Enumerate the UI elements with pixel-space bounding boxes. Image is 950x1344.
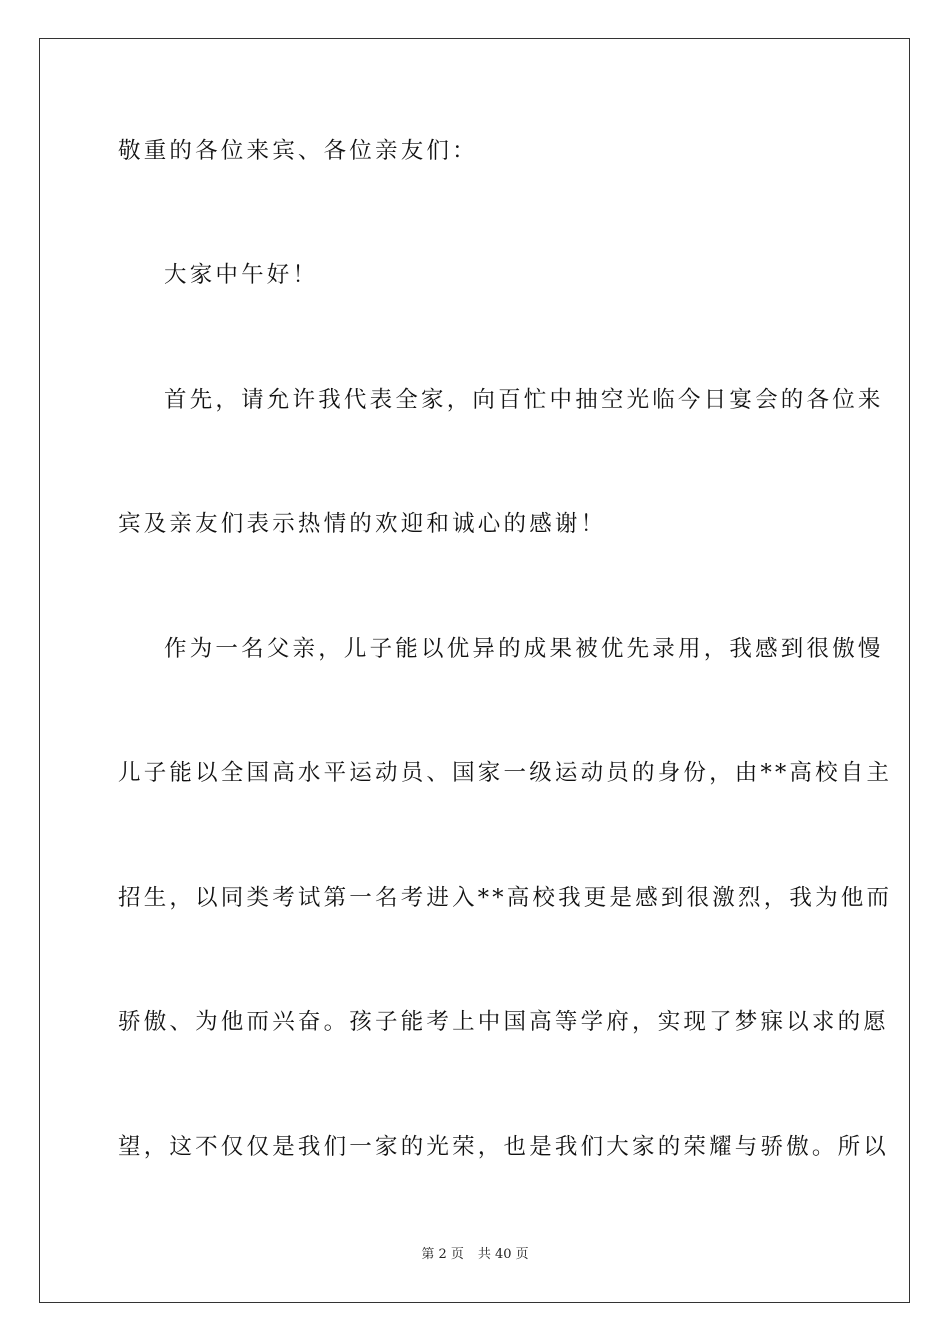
greeting-line: 大家中午好！ bbox=[164, 262, 319, 288]
paragraph-line: 招生，以同类考试第一名考进入**高校我更是感到很激烈，我为他而 bbox=[118, 885, 893, 911]
paragraph-line: 首先，请允许我代表全家，向百忙中抽空光临今日宴会的各位来 bbox=[164, 387, 884, 413]
paragraph-line: 宾及亲友们表示热情的欢迎和诚心的感谢！ bbox=[118, 511, 607, 537]
page-total: 共 40 页 bbox=[477, 1247, 529, 1262]
paragraph-line: 儿子能以全国高水平运动员、国家一级运动员的身份，由**高校自主 bbox=[118, 760, 893, 786]
page-footer bbox=[0, 1247, 950, 1263]
paragraph-line: 作为一名父亲，儿子能以优异的成果被优先录用，我感到很傲慢 bbox=[164, 636, 884, 662]
page-number: 第 2 页 bbox=[421, 1247, 464, 1262]
paragraph-line: 望，这不仅仅是我们一家的光荣，也是我们大家的荣耀与骄傲。所以 bbox=[118, 1134, 890, 1160]
salutation-line: 敬重的各位来宾、各位亲友们： bbox=[118, 138, 478, 164]
paragraph-line: 骄傲、为他而兴奋。孩子能考上中国高等学府，实现了梦寐以求的愿 bbox=[118, 1009, 890, 1035]
page-border bbox=[39, 38, 910, 1303]
